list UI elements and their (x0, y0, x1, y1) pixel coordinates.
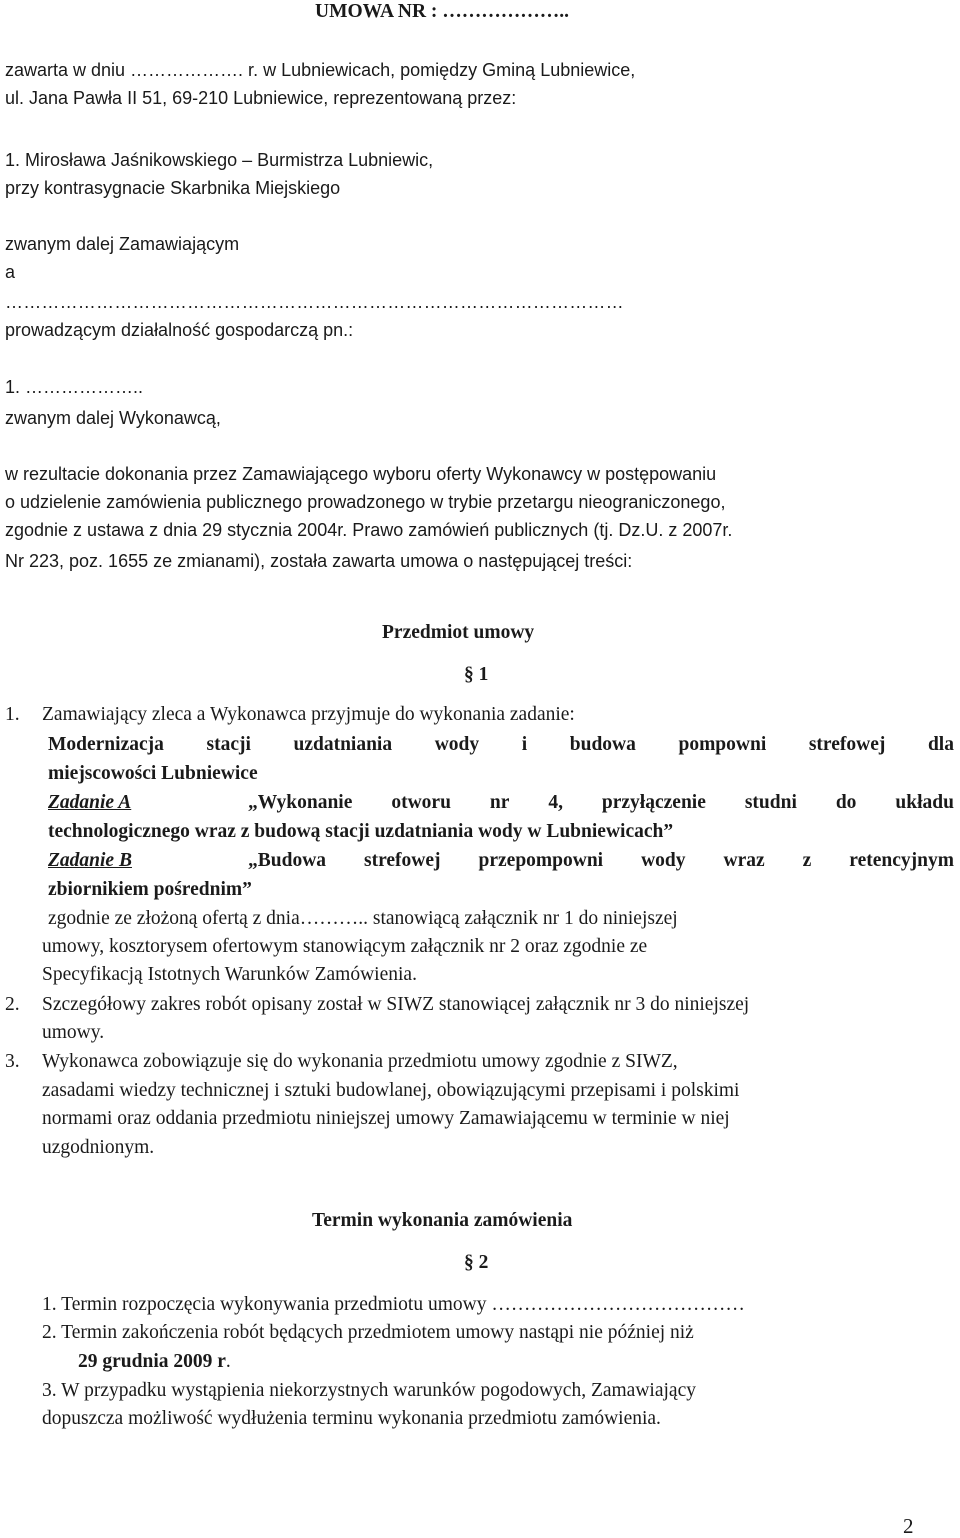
task-b-text (248, 849, 954, 873)
term-2: 2. Termin zakończenia robót będących przedmiotem umowy nastąpi nie później niż (42, 1322, 694, 1343)
representative-line-1: 1. Mirosława Jaśnikowskiego – Burmistrza Lubniewic, (5, 150, 434, 170)
word: i (521, 734, 528, 755)
term-1: 1. Termin rozpoczęcia wykonywania przedmiotu umowy ………………………………… (42, 1294, 745, 1315)
section-1-heading: Przedmiot umowy (382, 622, 535, 643)
word: pompowni (678, 734, 767, 755)
item-3-number: 3. (5, 1051, 20, 1072)
representative-line-2: przy kontrasygnacie Skarbnika Miejskiego (5, 178, 341, 198)
word: 4, (548, 792, 563, 813)
word: „Wykonanie (248, 792, 353, 813)
intro-line-2: o udzielenie zamówienia publicznego prowadzonego w trybie przetargu nieograniczonego, (5, 492, 726, 512)
term-2-date-dot: . (225, 1351, 231, 1372)
item-3-line-1: Wykonawca zobowiązuje się do wykonania przedmiotu umowy zgodnie z SIWZ, (42, 1051, 678, 1072)
word: uzdatniania (293, 734, 393, 755)
task-a-label: Zadanie A (48, 792, 132, 813)
word: przepompowni (478, 850, 604, 871)
word: budowa (569, 734, 636, 755)
item-1-text: Zamawiający zleca a Wykonawca przyjmuje do wykonania zadanie: (42, 704, 575, 725)
intro-line-1: w rezultacie dokonania przez Zamawiającego wyboru oferty Wykonawcy w postępowaniu (5, 464, 717, 484)
item-2-line-1: Szczegółowy zakres robót opisany został w SIWZ stanowiącej załącznik nr 3 do niniejszej (42, 994, 750, 1015)
item-1-line-5: Specyfikacją Istotnych Warunków Zamówienia. (42, 964, 417, 985)
word: nr (489, 792, 510, 813)
word: wody (434, 734, 480, 755)
intro-line-3: zgodnie z ustawa z dnia 29 stycznia 2004r. Prawo zamówień publicznych (tj. Dz.U. z 2007r. (5, 520, 733, 540)
and-word: a (5, 262, 16, 282)
word: otworu (391, 792, 451, 813)
task-title-line-1 (48, 733, 954, 757)
task-a-line-1 (48, 791, 954, 815)
item-1-number: 1. (5, 704, 20, 725)
preamble-line-2: ul. Jana Pawła II 51, 69-210 Lubniewice, reprezentowaną przez: (5, 88, 517, 108)
task-a-text (248, 791, 954, 815)
page-number: 2 (903, 1514, 914, 1538)
term-3-line-2: dopuszcza możliwość wydłużenia terminu wykonania przedmiotu zamówienia. (42, 1408, 661, 1429)
contract-title: UMOWA NR : ……………….. (315, 1, 570, 22)
business-name-label: prowadzącym działalność gospodarczą pn.: (5, 320, 354, 340)
word: wraz (723, 850, 765, 871)
contractor-item-1: 1. ……………….. (5, 377, 144, 397)
item-2-line-2: umowy. (42, 1022, 105, 1043)
word: dla (927, 734, 954, 755)
task-a-line-2: technologicznego wraz z budową stacji uzdatniania wody w Lubniewicach” (48, 821, 674, 842)
word: Modernizacja (48, 734, 164, 755)
item-3-line-4: uzgodnionym. (42, 1137, 155, 1158)
word: z (802, 850, 812, 871)
word: wody (641, 850, 686, 871)
term-2-date: 29 grudnia 2009 r (78, 1351, 226, 1372)
term-3-line-1: 3. W przypadku wystąpienia niekorzystnych warunków pogodowych, Zamawiający (42, 1380, 696, 1401)
wykonawca-name: Wykonawcą (119, 408, 216, 428)
item-3-line-2: zasadami wiedzy technicznej i sztuki budowlanej, obowiązującymi przepisami i polskimi (42, 1080, 740, 1101)
task-title-line-2: miejscowości Lubniewice (48, 763, 258, 784)
word: retencyjnym (849, 850, 954, 871)
wykonawca-line (5, 406, 221, 430)
word: strefowej (364, 850, 441, 871)
zamawiajacy-name: Zamawiającym (119, 234, 240, 254)
task-b-label: Zadanie B (48, 850, 132, 871)
item-3-line-3: normami oraz oddania przedmiotu niniejszej umowy Zamawiającemu w terminie w niej (42, 1108, 730, 1129)
contractor-dots: ………………………………………………………………………………………… (5, 292, 624, 312)
wykonawca-suffix: , (215, 408, 221, 428)
item-2-number: 2. (5, 994, 20, 1015)
word: do (835, 792, 857, 813)
task-b-line-1 (48, 849, 954, 873)
word: studni (744, 792, 797, 813)
word: „Budowa (248, 850, 327, 871)
section-2-paragraph-mark: § 2 (464, 1252, 489, 1273)
wykonawca-prefix: zwanym dalej (5, 408, 120, 428)
section-2-heading: Termin wykonania zamówienia (312, 1210, 573, 1231)
task-b-line-2: zbiornikiem pośrednim” (48, 879, 252, 900)
word: stacji (206, 734, 251, 755)
zamawiajacy-line (5, 232, 239, 256)
preamble-line-1: zawarta w dniu ………………. r. w Lubniewicach, pomiędzy Gminą Lubniewice, (5, 60, 636, 80)
item-1-line-3: zgodnie ze złożoną ofertą z dnia……….. stanowiącą załącznik nr 1 do niniejszej (48, 908, 678, 929)
word: strefowej (808, 734, 886, 755)
term-2-date-line (78, 1350, 231, 1374)
word: układu (895, 792, 954, 813)
section-1-paragraph-mark: § 1 (464, 664, 489, 685)
zamawiajacy-prefix: zwanym dalej (5, 234, 120, 254)
item-1-line-4: umowy, kosztorysem ofertowym stanowiącym załącznik nr 2 oraz zgodnie ze (42, 936, 648, 957)
word: przyłączenie (601, 792, 706, 813)
intro-line-4: Nr 223, poz. 1655 ze zmianami), została zawarta umowa o następującej treści: (5, 551, 633, 571)
